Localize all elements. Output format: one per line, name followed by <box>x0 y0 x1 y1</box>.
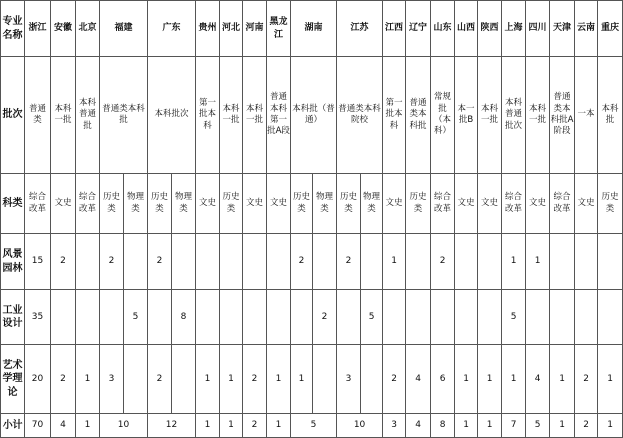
quota-cell <box>575 234 598 290</box>
province-header: 浙江 <box>25 1 51 57</box>
table-row <box>1 234 623 290</box>
batch-cell: 本科一批 <box>51 57 76 174</box>
table-row <box>1 345 623 414</box>
province-header: 江西 <box>383 1 406 57</box>
quota-cell: 2 <box>313 290 337 345</box>
subject-cell: 综合改革 <box>431 174 455 234</box>
batch-cell: 本一批B <box>455 57 478 174</box>
quota-cell: 5 <box>361 290 383 345</box>
quota-cell: 5 <box>124 290 148 345</box>
subject-cell: 历史类 <box>598 174 623 234</box>
total-cell: 7 <box>502 414 526 438</box>
major-name: 工业设计 <box>1 290 25 345</box>
province-header: 贵州 <box>196 1 220 57</box>
quota-cell: 20 <box>25 345 51 414</box>
quota-cell <box>431 290 455 345</box>
subject-cell: 文史 <box>478 174 502 234</box>
quota-cell: 1 <box>455 345 478 414</box>
batch-cell: 普通类本科批A阶段 <box>550 57 575 174</box>
quota-cell: 2 <box>100 234 124 290</box>
quota-cell: 2 <box>291 234 313 290</box>
subject-cell: 文史 <box>243 174 267 234</box>
quota-cell: 1 <box>502 234 526 290</box>
quota-cell: 35 <box>25 290 51 345</box>
province-header: 辽宁 <box>406 1 431 57</box>
quota-cell <box>148 290 172 345</box>
quota-cell <box>575 290 598 345</box>
quota-cell <box>76 290 100 345</box>
province-header: 北京 <box>76 1 100 57</box>
batch-cell: 第一批本科 <box>383 57 406 174</box>
quota-cell <box>220 234 243 290</box>
quota-cell: 6 <box>431 345 455 414</box>
batch-cell: 本科一批 <box>220 57 243 174</box>
batch-cell: 普通类本科批 <box>406 57 431 174</box>
quota-cell: 1 <box>598 345 623 414</box>
major-name: 艺术学理论 <box>1 345 25 414</box>
total-cell: 10 <box>337 414 383 438</box>
province-header: 上海 <box>502 1 526 57</box>
quota-cell <box>267 234 291 290</box>
quota-cell: 4 <box>406 345 431 414</box>
quota-cell <box>406 290 431 345</box>
quota-cell <box>478 234 502 290</box>
quota-cell <box>51 290 76 345</box>
quota-cell <box>598 234 623 290</box>
quota-cell <box>406 234 431 290</box>
province-header: 河北 <box>220 1 243 57</box>
total-cell: 1 <box>598 414 623 438</box>
quota-cell <box>196 290 220 345</box>
province-header: 广东 <box>148 1 196 57</box>
batch-cell: 普通本科第一批A段 <box>267 57 291 174</box>
total-cell: 2 <box>243 414 267 438</box>
batch-cell: 本科一批 <box>478 57 502 174</box>
subject-cell: 文史 <box>455 174 478 234</box>
province-header: 安徽 <box>51 1 76 57</box>
subject-cell: 历史类 <box>337 174 361 234</box>
total-cell: 1 <box>550 414 575 438</box>
subject-cell: 物理类 <box>313 174 337 234</box>
quota-cell <box>172 345 196 414</box>
quota-cell: 2 <box>51 345 76 414</box>
quota-cell <box>267 290 291 345</box>
subject-cell: 历史类 <box>291 174 313 234</box>
quota-cell <box>550 290 575 345</box>
total-cell: 1 <box>478 414 502 438</box>
quota-cell: 1 <box>502 345 526 414</box>
quota-cell <box>598 290 623 345</box>
quota-cell: 3 <box>100 345 124 414</box>
subject-row <box>1 174 623 234</box>
total-cell: 12 <box>148 414 196 438</box>
batch-cell: 本科批（普通） <box>291 57 337 174</box>
total-cell: 8 <box>431 414 455 438</box>
batch-cell: 第一批本科 <box>196 57 220 174</box>
quota-cell: 2 <box>148 234 172 290</box>
quota-cell: 8 <box>172 290 196 345</box>
quota-cell <box>124 234 148 290</box>
total-cell: 3 <box>383 414 406 438</box>
subject-cell: 历史类 <box>100 174 124 234</box>
quota-cell: 4 <box>526 345 550 414</box>
subject-cell: 文史 <box>51 174 76 234</box>
province-header: 四川 <box>526 1 550 57</box>
total-cell: 4 <box>406 414 431 438</box>
quota-cell <box>455 234 478 290</box>
subject-label: 科类 <box>1 174 25 234</box>
quota-cell <box>478 290 502 345</box>
quota-cell <box>313 345 337 414</box>
total-cell: 10 <box>100 414 148 438</box>
province-header: 陕西 <box>478 1 502 57</box>
quota-cell: 1 <box>196 345 220 414</box>
quota-cell <box>550 234 575 290</box>
major-name: 风景园林 <box>1 234 25 290</box>
quota-cell: 1 <box>478 345 502 414</box>
subject-cell: 历史类 <box>148 174 172 234</box>
province-header: 山东 <box>431 1 455 57</box>
total-cell: 4 <box>51 414 76 438</box>
subject-cell: 文史 <box>196 174 220 234</box>
batch-row <box>1 57 623 174</box>
subject-cell: 综合改革 <box>25 174 51 234</box>
province-header: 福建 <box>100 1 148 57</box>
major-label: 专业名称 <box>1 1 25 57</box>
quota-cell: 5 <box>502 290 526 345</box>
subject-cell: 历史类 <box>406 174 431 234</box>
subject-cell: 综合改革 <box>76 174 100 234</box>
quota-cell: 2 <box>148 345 172 414</box>
province-header: 河南 <box>243 1 267 57</box>
subject-cell: 物理类 <box>172 174 196 234</box>
province-header: 山西 <box>455 1 478 57</box>
quota-cell: 1 <box>526 234 550 290</box>
quota-cell <box>526 290 550 345</box>
quota-cell <box>100 290 124 345</box>
total-cell: 1 <box>267 414 291 438</box>
batch-cell: 一本 <box>575 57 598 174</box>
total-cell: 1 <box>196 414 220 438</box>
quota-cell <box>361 345 383 414</box>
province-header: 重庆 <box>598 1 623 57</box>
quota-cell <box>313 234 337 290</box>
table-row <box>1 290 623 345</box>
quota-cell: 2 <box>337 234 361 290</box>
total-cell: 1 <box>455 414 478 438</box>
quota-cell: 3 <box>337 345 361 414</box>
quota-cell <box>383 290 406 345</box>
batch-cell: 常规批（本科） <box>431 57 455 174</box>
batch-cell: 本科批 <box>598 57 623 174</box>
batch-cell: 本科普通批次 <box>502 57 526 174</box>
quota-cell: 15 <box>25 234 51 290</box>
subject-cell: 物理类 <box>124 174 148 234</box>
subject-cell: 综合改革 <box>502 174 526 234</box>
batch-cell: 普通类 <box>25 57 51 174</box>
batch-cell: 本科一批 <box>243 57 267 174</box>
province-header: 江苏 <box>337 1 383 57</box>
subject-cell: 综合改革 <box>550 174 575 234</box>
quota-cell <box>243 234 267 290</box>
total-cell: 70 <box>25 414 51 438</box>
subject-cell: 文史 <box>267 174 291 234</box>
quota-cell <box>196 234 220 290</box>
subject-cell: 文史 <box>575 174 598 234</box>
quota-cell: 1 <box>76 345 100 414</box>
total-row <box>1 414 623 438</box>
quota-cell <box>172 234 196 290</box>
total-cell: 5 <box>526 414 550 438</box>
province-header: 黑龙江 <box>267 1 291 57</box>
province-header-row <box>1 1 623 57</box>
quota-cell: 2 <box>431 234 455 290</box>
province-header: 云南 <box>575 1 598 57</box>
total-label: 小计 <box>1 414 25 438</box>
quota-cell: 2 <box>243 345 267 414</box>
batch-cell: 本科普通批 <box>76 57 100 174</box>
quota-cell <box>337 290 361 345</box>
province-header: 天津 <box>550 1 575 57</box>
batch-cell: 普通类本科批 <box>100 57 148 174</box>
province-header: 湖南 <box>291 1 337 57</box>
total-cell: 5 <box>291 414 337 438</box>
quota-cell: 1 <box>550 345 575 414</box>
quota-cell: 1 <box>291 345 313 414</box>
total-cell: 1 <box>76 414 100 438</box>
quota-cell <box>291 290 313 345</box>
quota-cell <box>76 234 100 290</box>
quota-cell <box>243 290 267 345</box>
quota-cell <box>361 234 383 290</box>
quota-cell: 2 <box>51 234 76 290</box>
subject-cell: 历史类 <box>220 174 243 234</box>
subject-cell: 物理类 <box>361 174 383 234</box>
batch-cell: 普通类本科院校 <box>337 57 383 174</box>
quota-cell: 1 <box>267 345 291 414</box>
batch-cell: 本科批次 <box>148 57 196 174</box>
quota-cell: 1 <box>383 234 406 290</box>
subject-cell: 文史 <box>526 174 550 234</box>
quota-cell: 1 <box>220 345 243 414</box>
batch-label: 批次 <box>1 57 25 174</box>
batch-cell: 本科一批 <box>526 57 550 174</box>
quota-cell: 2 <box>575 345 598 414</box>
total-cell: 1 <box>220 414 243 438</box>
quota-cell <box>124 345 148 414</box>
quota-cell <box>220 290 243 345</box>
quota-cell <box>455 290 478 345</box>
total-cell: 2 <box>575 414 598 438</box>
quota-cell: 2 <box>383 345 406 414</box>
subject-cell: 文史 <box>383 174 406 234</box>
